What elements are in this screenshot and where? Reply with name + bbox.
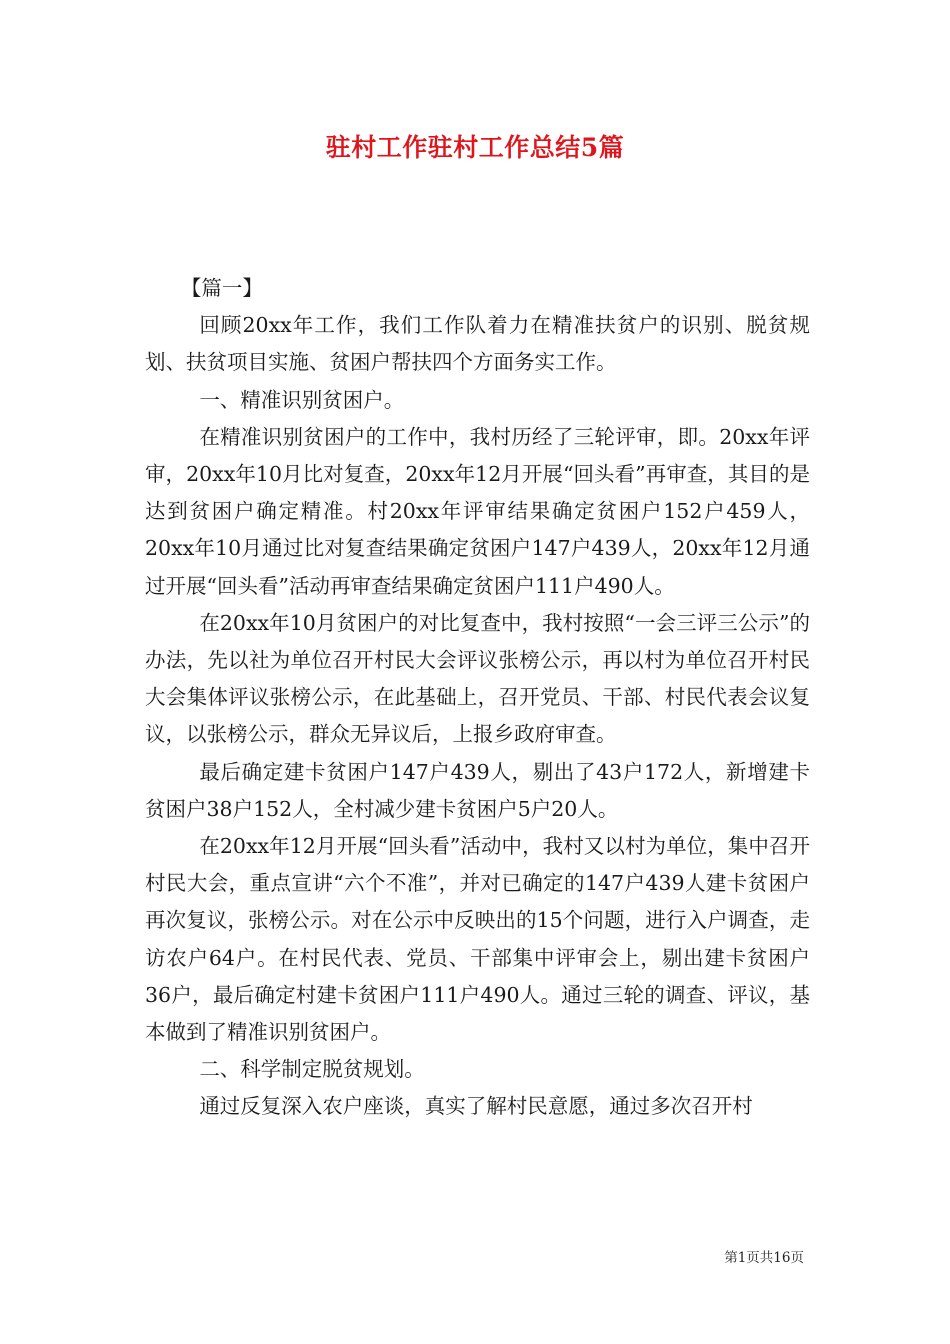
paragraph-final-count: 最后确定建卡贫困户147户439人，剔出了43户172人，新增建卡贫困户38户152人，全村减少建卡贫困户5户20人。 xyxy=(145,759,810,821)
paragraph-review-method: 在20xx年10月贫困户的对比复查中，我村按照“一会三评三公示”的办法，先以社为单位召开村民大会评议张榜公示，再以村为单位召开村民大会集体评议张榜公示，在此基础上，召开党员、干部、村民代表会议复议，以张榜公示，群众无异议后，上报乡政府审查。 xyxy=(145,610,810,747)
section-heading-2: 二、科学制定脱贫规划。 xyxy=(199,1057,425,1082)
document-title: 驻村工作驻村工作总结5篇 xyxy=(325,133,625,162)
page-number: 第1页共16页 xyxy=(724,1250,804,1266)
section-marker: 【篇一】 xyxy=(180,276,263,300)
paragraph-intro: 回顾20xx年工作，我们工作队着力在精准扶贫户的识别、脱贫规划、扶贫项目实施、贫困户帮扶四个方面务实工作。 xyxy=(145,313,810,375)
paragraph-identification: 在精准识别贫困户的工作中，我村历经了三轮评审，即。20xx年评审，20xx年10月比对复查，20xx年12月开展“回头看”再审查，其目的是达到贫困户确定精准。村20xx年评审结果确定贫困户152户459人，20xx年10月通过比对复查结果确定贫困户147户439人，20xx年12月通过开展“回头看”活动再审查结果确定贫困户111户490人。 xyxy=(145,424,810,598)
section-heading-1: 一、精准识别贫困户。 xyxy=(199,387,405,412)
document-body xyxy=(145,270,810,1126)
paragraph-planning: 通过反复深入农户座谈，真实了解村民意愿，通过多次召开村 xyxy=(199,1094,753,1119)
paragraph-lookback: 在20xx年12月开展“回头看”活动中，我村又以村为单位，集中召开村民大会，重点宣讲“六个不准”，并对已确定的147户439人建卡贫困户再次复议，张榜公示。对在公示中反映出的15个问题，进行入户调查，走访农户64户。在村民代表、党员、干部集中评审会上，剔出建卡贫困户36户，最后确定村建卡贫困户111户490人。通过三轮的调查、评议，基本做到了精准识别贫困户。 xyxy=(145,834,810,1045)
